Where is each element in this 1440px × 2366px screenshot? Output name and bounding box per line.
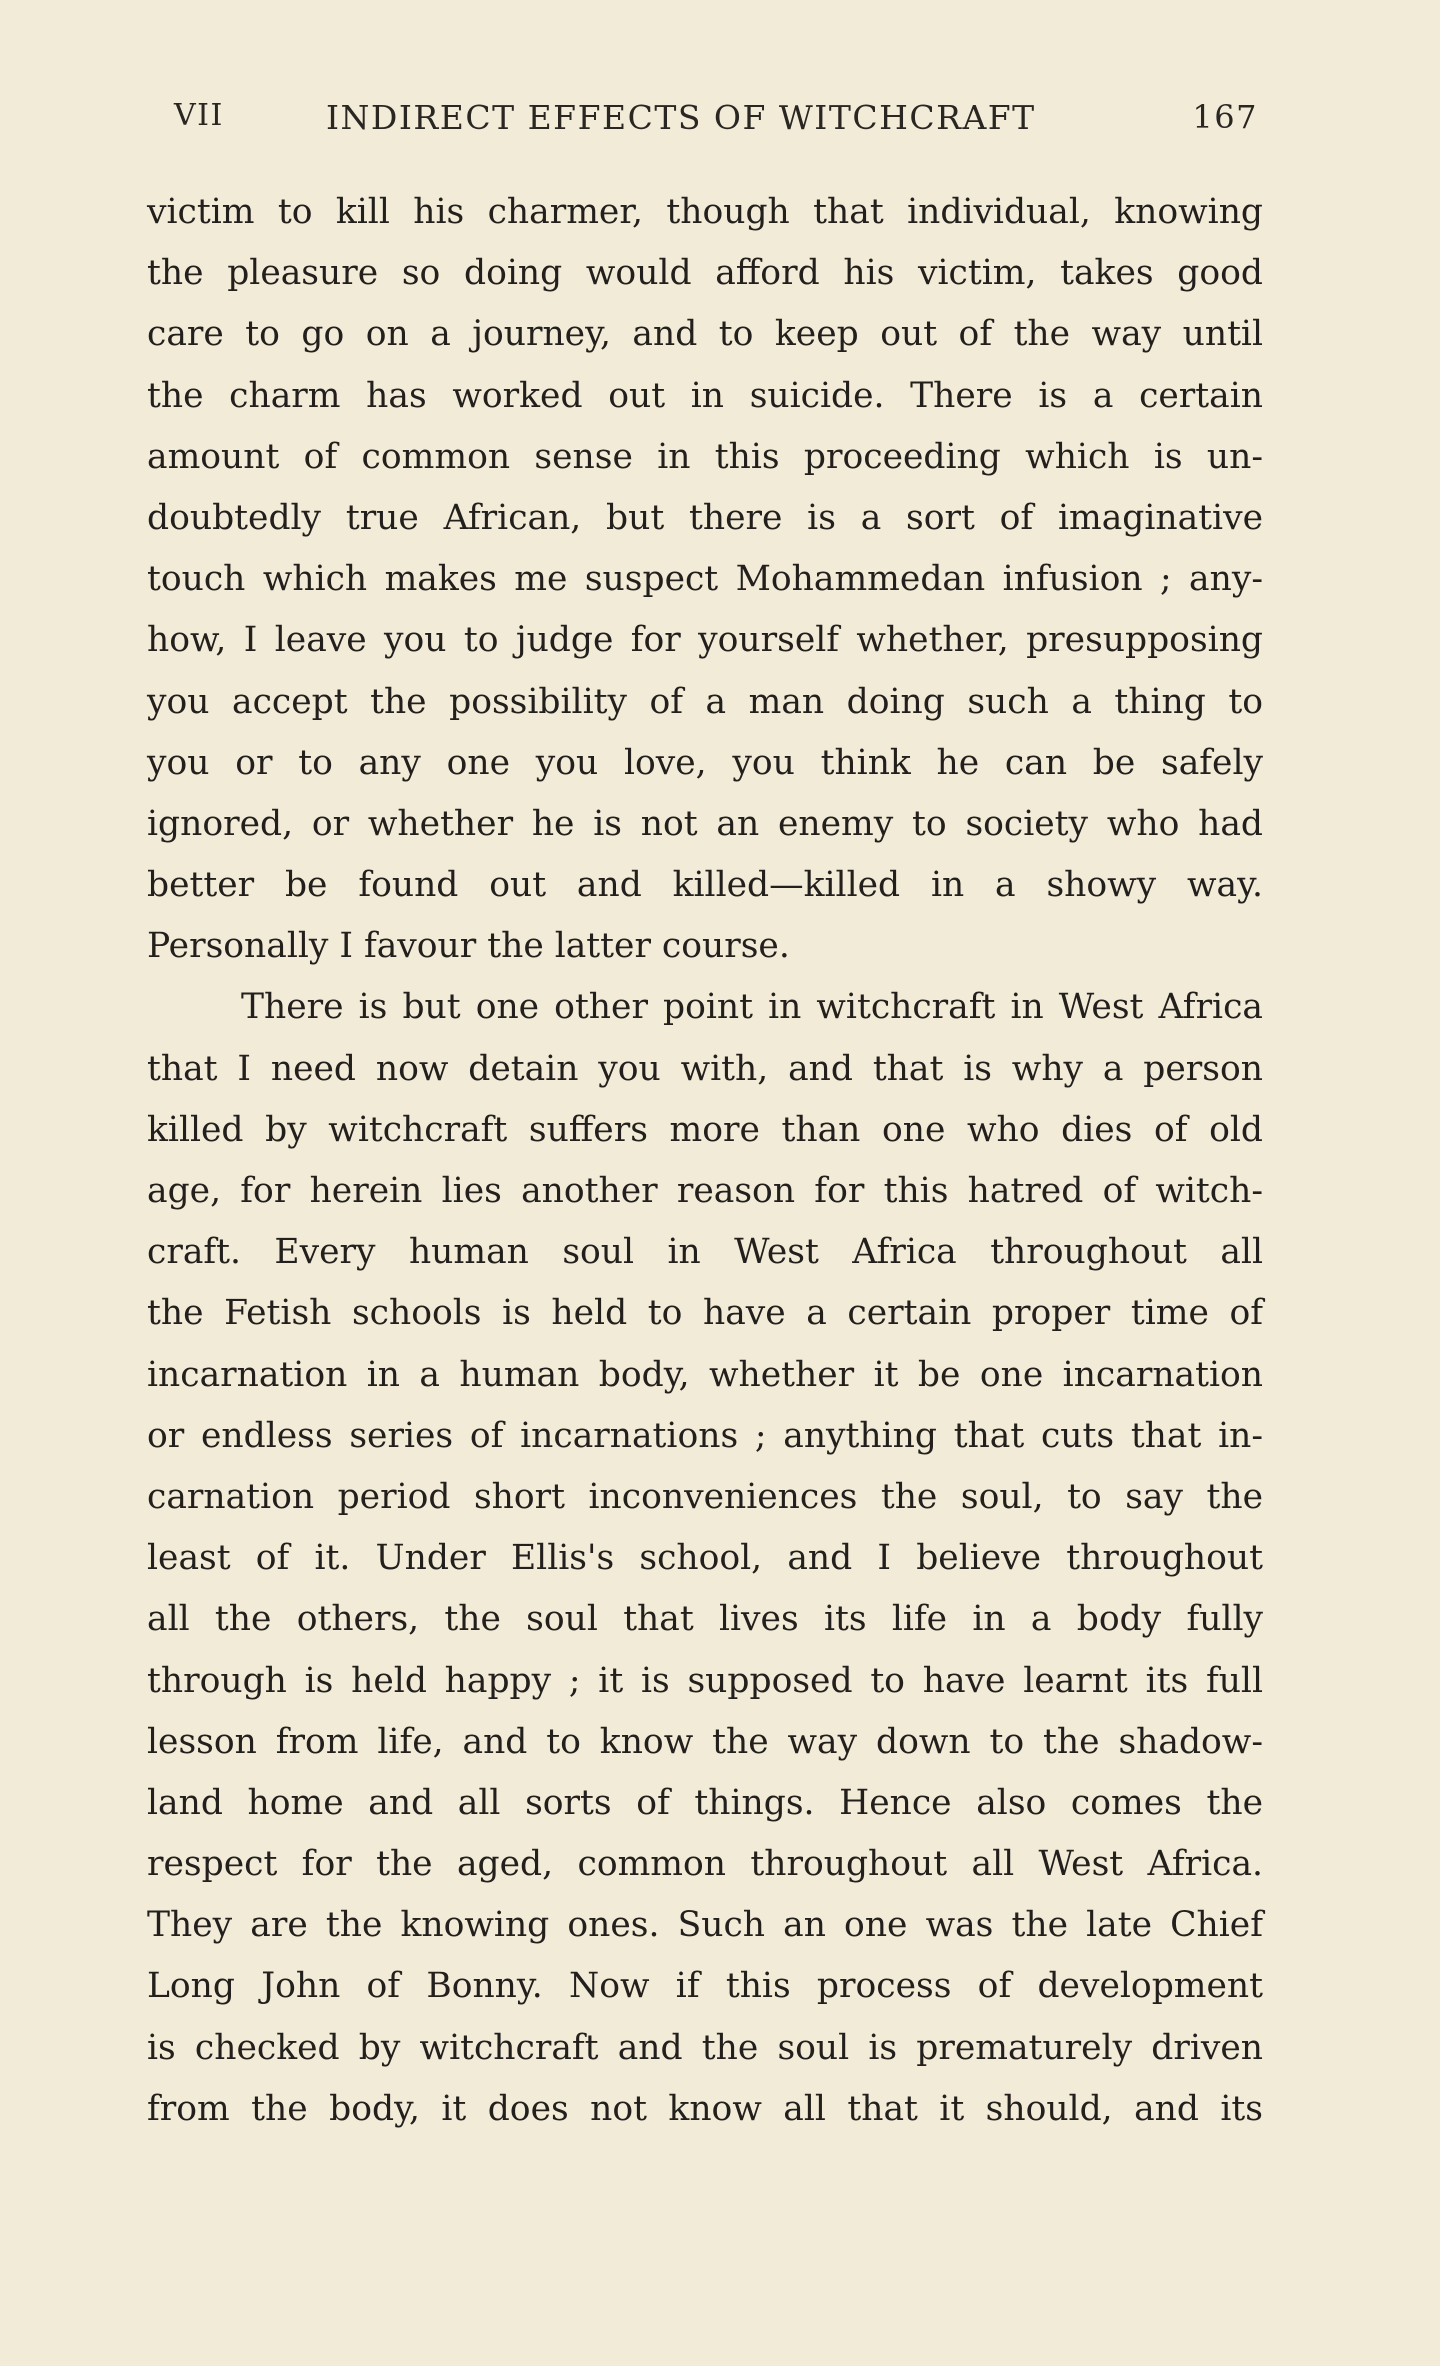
text-line: how, I leave you to judge for yourself whether, presupposing — [147, 620, 1263, 661]
page-number: 167 — [1192, 98, 1258, 136]
text-line: age, for herein lies another reason for this hatred of witch- — [147, 1171, 1263, 1211]
text-line: Long John of Bonny. Now if this process of development — [147, 1966, 1263, 2007]
text-line: that I need now detain you with, and that is why a person — [147, 1048, 1263, 1089]
chapter-title: INDIRECT EFFECTS OF WITCHCRAFT — [326, 98, 1036, 137]
text-line: craft. Every human soul in West Africa throughout all — [147, 1232, 1263, 1273]
text-line: the pleasure so doing would afford his victim, takes good — [147, 253, 1263, 294]
text-line: killed by witchcraft suffers more than one who dies of old — [147, 1109, 1263, 1150]
text-line: you accept the possibility of a man doing such a thing to — [147, 681, 1263, 722]
text-line: care to go on a journey, and to keep out of the way until — [147, 314, 1263, 355]
text-line: through is held happy ; it is supposed to have learnt its full — [147, 1660, 1263, 1701]
text-line: land home and all sorts of things. Hence also comes the — [147, 1782, 1263, 1823]
text-line: doubtedly true African, but there is a sort of imaginative — [147, 497, 1263, 538]
text-line: victim to kill his charmer, though that individual, knowing — [147, 192, 1263, 232]
text-line: or endless series of incarnations ; anything that cuts that in- — [147, 1415, 1263, 1456]
text-line: better be found out and killed—killed in a showy way. — [147, 865, 1263, 906]
text-line: is checked by witchcraft and the soul is prematurely driven — [147, 2027, 1263, 2068]
body-text — [147, 182, 1263, 2140]
text-line: Personally I favour the latter course. — [147, 926, 790, 967]
text-line: carnation period short inconveniences the soul, to say the — [147, 1476, 1263, 1517]
text-line: you or to any one you love, you think he can be safely — [147, 742, 1263, 783]
text-line: lesson from life, and to know the way down to the shadow- — [147, 1721, 1263, 1762]
text-line: incarnation in a human body, whether it be one incarnation — [147, 1354, 1263, 1395]
text-line: least of it. Under Ellis's school, and I believe throughout — [147, 1538, 1263, 1579]
text-line: They are the knowing ones. Such an one was the late Chief — [147, 1905, 1263, 1946]
text-line: all the others, the soul that lives its life in a body fully — [147, 1599, 1263, 1640]
text-line: the Fetish schools is held to have a certain proper time of — [147, 1293, 1263, 1334]
chapter-number: VII — [174, 98, 224, 133]
text-line: touch which makes me suspect Mohammedan infusion ; any- — [147, 559, 1263, 600]
text-line: ignored, or whether he is not an enemy to society who had — [147, 803, 1263, 844]
text-line: There is but one other point in witchcraft in West Africa — [241, 987, 1263, 1028]
text-line: amount of common sense in this proceeding which is un- — [147, 436, 1263, 477]
running-head — [148, 98, 1264, 150]
text-line: the charm has worked out in suicide. There is a certain — [147, 375, 1263, 416]
text-line: respect for the aged, common throughout all West Africa. — [147, 1844, 1263, 1885]
text-line: from the body, it does not know all that it should, and its — [147, 2088, 1263, 2129]
